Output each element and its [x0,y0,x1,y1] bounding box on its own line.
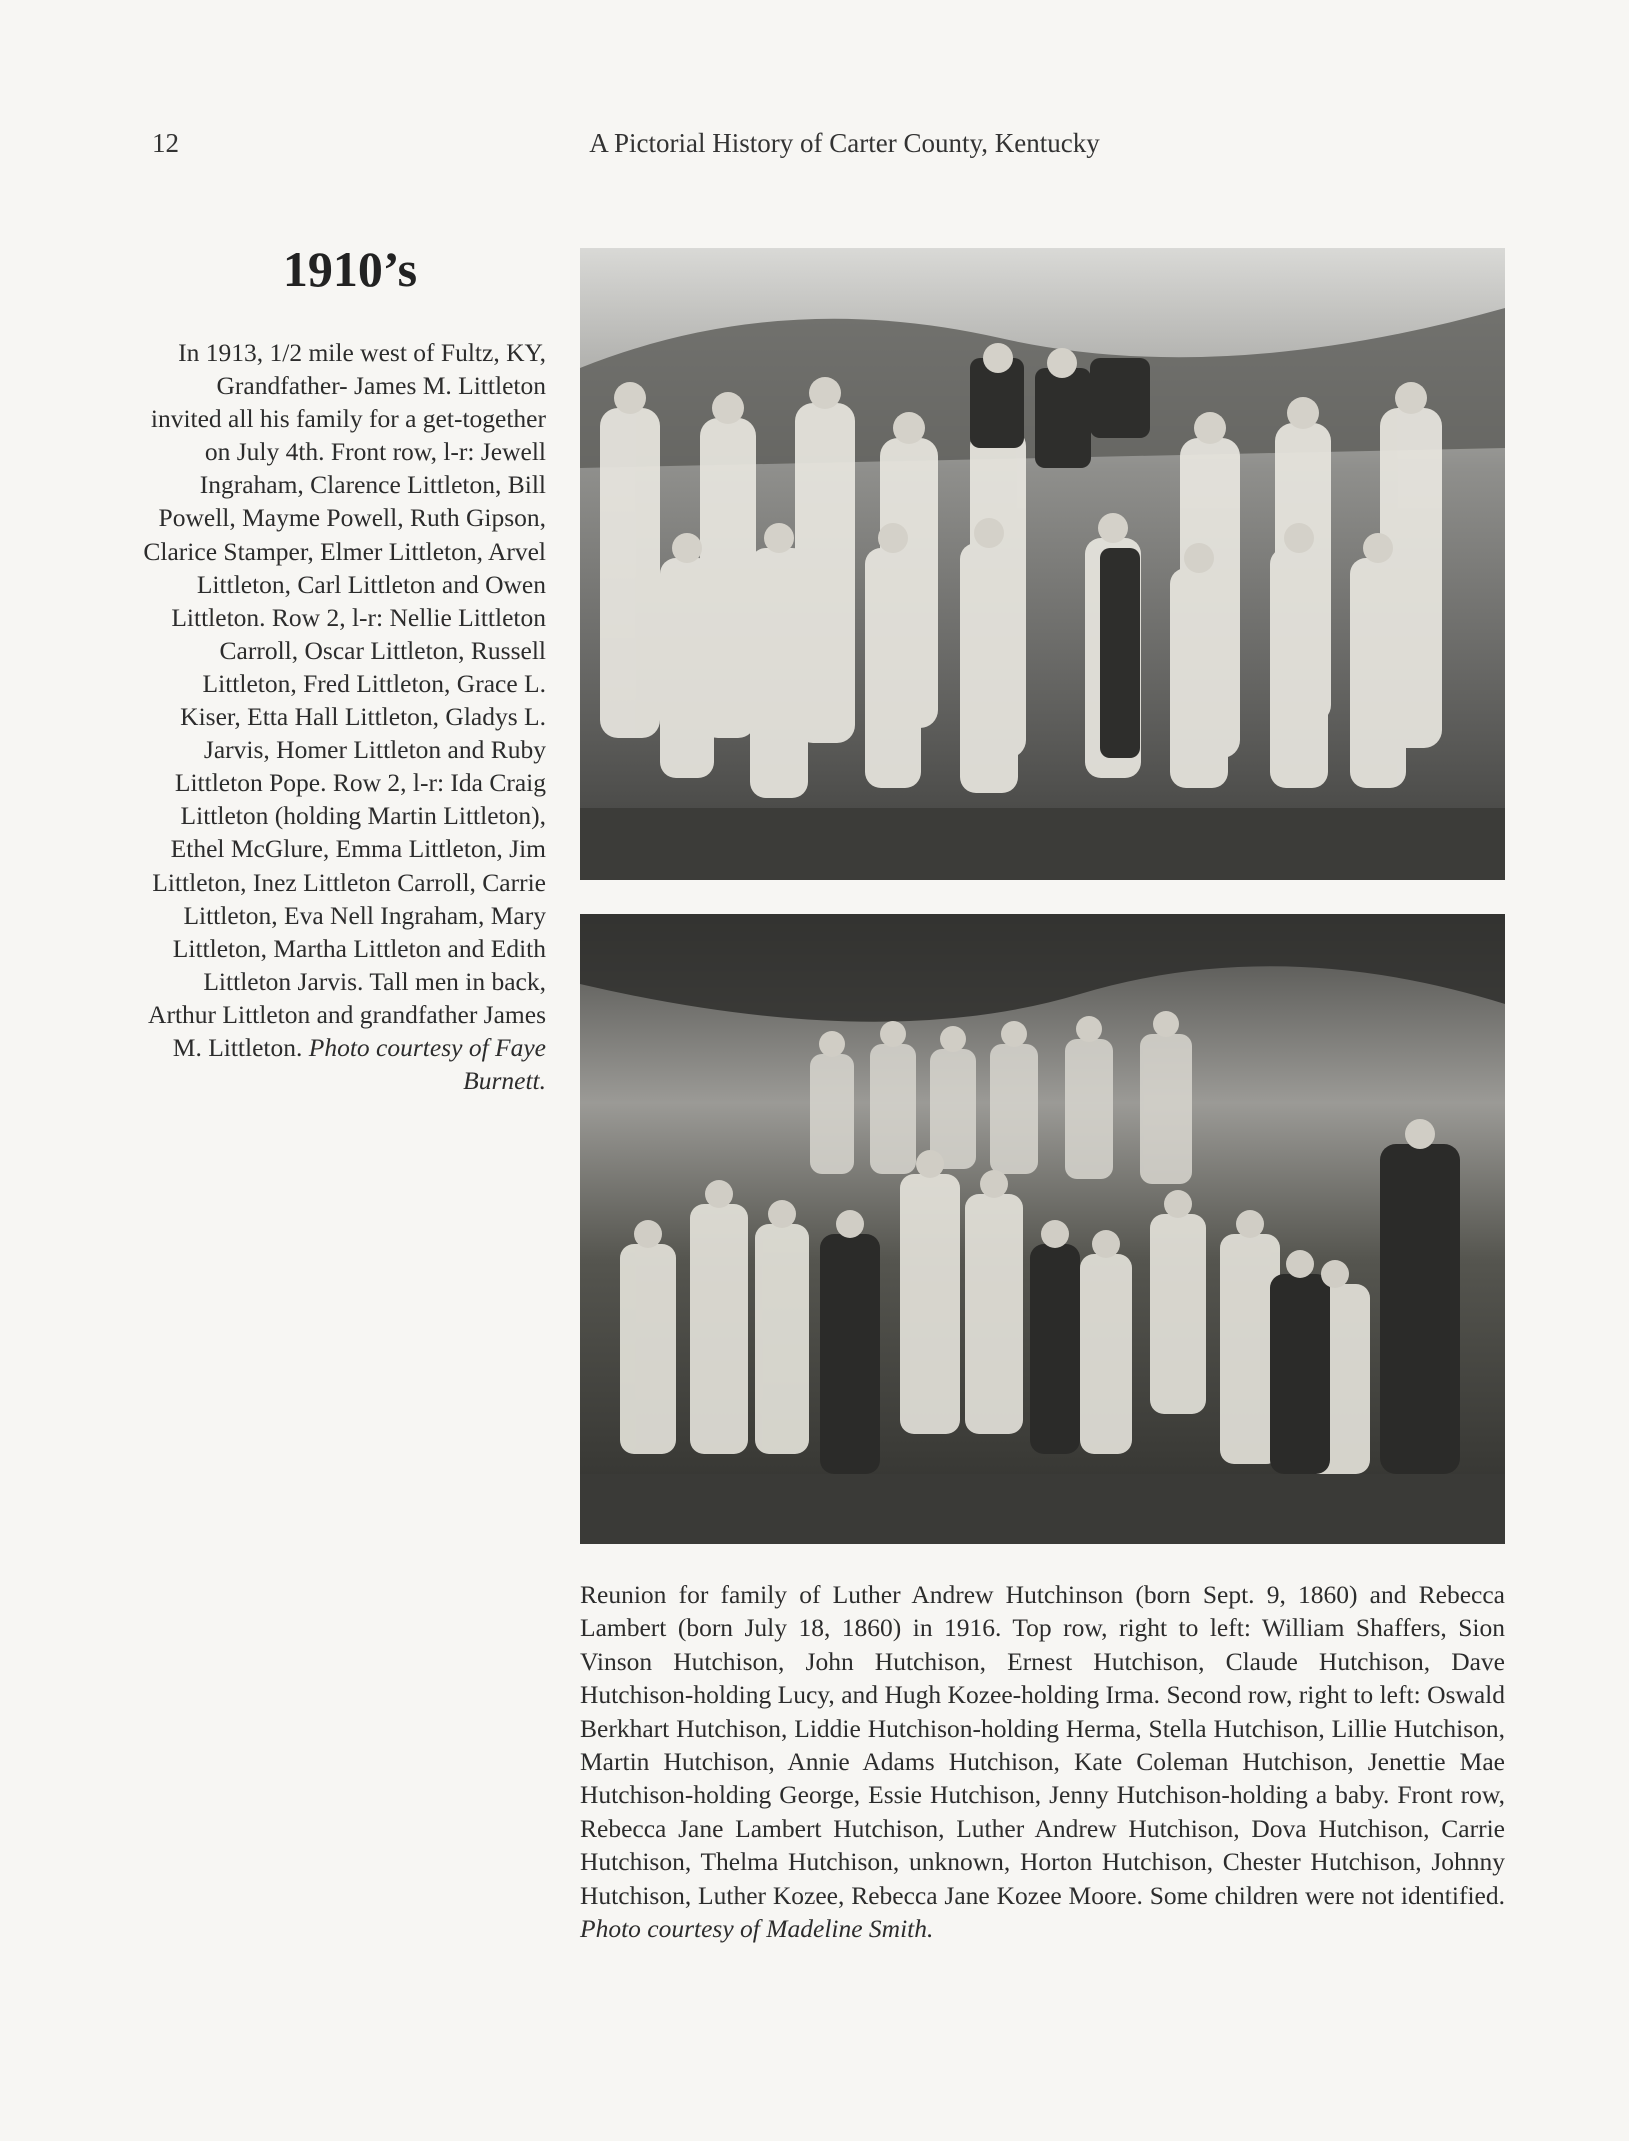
family-reunion-photo-1916 [580,914,1505,1544]
bottom-photo-caption-text: Reunion for family of Luther Andrew Hutchinson (born Sept. 9, 1860) and Rebecca Lambert (born July 18, 1860) in 1916. Top row, right to left: William Shaffers, Sion Vinson Hutchison, John Hutchison, Ernest Hutchison, Claude Hutchison, Dave Hutchison-holding Lucy, and Hugh Kozee-holding Irma. Second row, right to left: Oswald Berkhart Hutchison, Liddie Hutchison-holding Herma, Stella Hutchison, Lillie Hutchison, Martin Hutchison, Annie Adams Hutchison, Kate Coleman Hutchison, Jenettie Mae Hutchison-holding George, Essie Hutchison, Jenny Hutchison-holding a baby. Front row, Rebecca Jane Lambert Hutchison, Luther Andrew Hutchison, Dova Hutchison, Carrie Hutchison, Thelma Hutchison, unknown, Horton Hutchison, Chester Hutchison, Johnny Hutchison, Luther Kozee, Rebecca Jane Kozee Moore. Some children were not identified. [580,1580,1505,1910]
photo-1916-illustration [580,914,1505,1544]
top-photo-caption [140,336,546,1097]
top-photo-credit: Photo courtesy of Faye Burnett. [308,1032,546,1096]
top-photo-caption-text: In 1913, 1/2 mile west of Fultz, KY, Grandfather- James M. Littleton invited all his family for a get-together on July 4th. Front row, l-r: Jewell Ingraham, Clarence Littleton, Bill Powell, Mayme Powell, Ruth Gipson, Clarice Stamper, Elmer Littleton, Arvel Littleton, Carl Littleton and Owen Littleton. Row 2, l-r: Nellie Littleton Carroll, Oscar Littleton, Russell Littleton, Fred Littleton, Grace L. Kiser, Etta Hall Littleton, Gladys L. Jarvis, Homer Littleton and Ruby Littleton Pope. Row 2, l-r: Ida Craig Littleton (holding Martin Littleton), Ethel McGlure, Emma Littleton, Jim Littleton, Inez Littleton Carroll, Carrie Littleton, Eva Nell Ingraham, Mary Littleton, Martha Littleton and Edith Littleton Jarvis. Tall men in back, Arthur Littleton and grandfather James M. Littleton. [143,338,546,1062]
bottom-photo-caption [580,1578,1505,1945]
family-group-photo-1913 [580,248,1505,880]
bottom-photo-credit: Photo courtesy of Madeline Smith. [580,1914,934,1944]
section-heading: 1910’s [282,241,418,297]
page-number: 12 [152,128,179,158]
running-header: A Pictorial History of Carter County, Kentucky [589,128,1100,158]
photo-1913-illustration [580,248,1505,880]
